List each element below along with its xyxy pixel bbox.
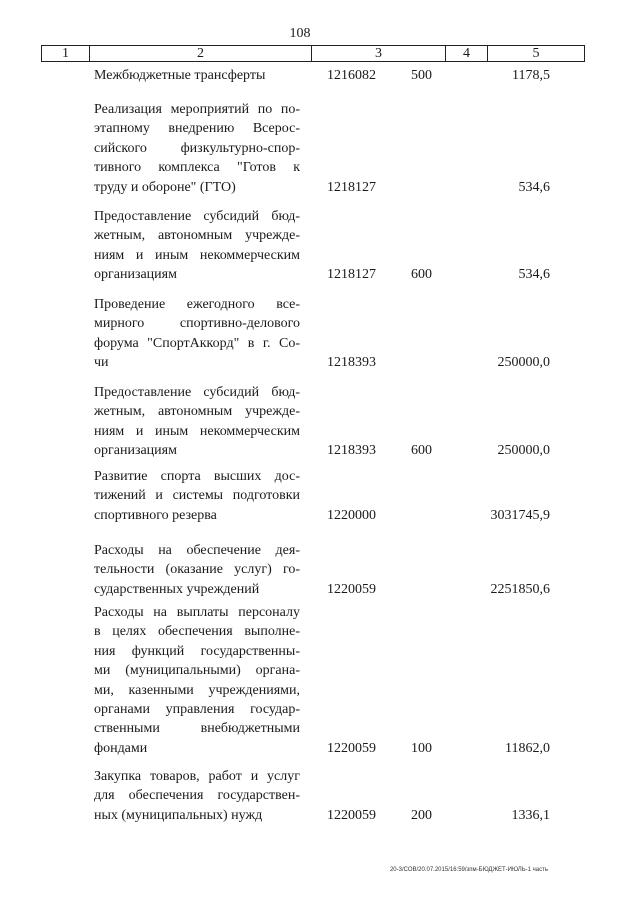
row-code: 1218127 bbox=[327, 179, 376, 195]
description-line: тижений и системы подготовки bbox=[94, 488, 300, 504]
row-amount: 250000,0 bbox=[497, 443, 550, 459]
description-line: органами управления государ- bbox=[94, 702, 300, 718]
description-line: Межбюджетные трансферты bbox=[94, 68, 266, 83]
description-line: сийского физкультурно-спор- bbox=[94, 140, 300, 156]
row-code: 1220000 bbox=[327, 507, 376, 523]
column-header-4: 4 bbox=[446, 46, 488, 61]
description-line: организациям bbox=[94, 267, 177, 283]
description-line: ния функций государственны- bbox=[94, 643, 300, 659]
description-line: ственными внебюджетными bbox=[94, 721, 300, 737]
description-line: мирного спортивно-делового bbox=[94, 316, 300, 332]
row-code: 1218393 bbox=[327, 355, 376, 371]
column-header-3: 3 bbox=[312, 46, 446, 61]
row-amount: 3031745,9 bbox=[490, 507, 550, 523]
description-line: ных (муниципальных) нужд bbox=[94, 807, 263, 823]
row-amount: 1336,1 bbox=[511, 807, 550, 823]
description-line: тивного комплекса "Готов к bbox=[94, 160, 300, 176]
description-line: Проведение ежегодного все- bbox=[94, 297, 300, 312]
row-amount: 11862,0 bbox=[505, 740, 550, 756]
row-expense-type: 600 bbox=[411, 267, 432, 283]
row-code: 1218127 bbox=[327, 267, 376, 283]
row-amount: 1178,5 bbox=[512, 68, 550, 83]
description-line: ми, казенными учреждениями, bbox=[94, 682, 300, 698]
row-amount: 250000,0 bbox=[497, 355, 550, 371]
description-line: Развитие спорта высших дос- bbox=[94, 469, 300, 484]
row-code: 1220059 bbox=[327, 740, 376, 756]
row-description bbox=[94, 541, 300, 599]
description-line: Реализация мероприятий по по- bbox=[94, 102, 300, 117]
row-description bbox=[94, 66, 300, 85]
row-amount: 2251850,6 bbox=[490, 581, 550, 597]
row-expense-type: 200 bbox=[411, 807, 432, 823]
row-code: 1220059 bbox=[327, 581, 376, 597]
column-header-1: 1 bbox=[42, 46, 90, 61]
footer-note: 20-3/СОВ/20.07.2015/16:59/зпм-БЮДЖЕТ-ИЮЛЬ-1 часть bbox=[389, 867, 548, 873]
description-line: форума "СпортАккорд" в г. Со- bbox=[94, 335, 300, 351]
description-line: в целях обеспечения выполне- bbox=[94, 624, 300, 640]
description-line: спортивного резерва bbox=[94, 507, 217, 523]
row-expense-type: 600 bbox=[411, 443, 432, 459]
description-line: Расходы на обеспечение дея- bbox=[94, 543, 300, 558]
row-code: 1218393 bbox=[327, 443, 376, 459]
row-expense-type: 100 bbox=[411, 740, 432, 756]
description-line: этапному внедрению Всерос- bbox=[94, 121, 300, 137]
column-header-2: 2 bbox=[90, 46, 312, 61]
description-line: Предоставление субсидий бюд- bbox=[94, 385, 300, 400]
description-line: Предоставление субсидий бюд- bbox=[94, 209, 300, 224]
row-description bbox=[94, 295, 300, 373]
description-line: ниям и иным некоммерческим bbox=[94, 247, 300, 263]
description-line: Расходы на выплаты персоналу bbox=[94, 605, 300, 620]
description-line: сударственных учреждений bbox=[94, 581, 260, 597]
row-description bbox=[94, 467, 300, 525]
column-header-5: 5 bbox=[532, 46, 540, 61]
row-description bbox=[94, 603, 300, 758]
row-expense-type: 500 bbox=[411, 68, 432, 83]
description-line: жетным, автономным учрежде- bbox=[94, 228, 300, 244]
description-line: Закупка товаров, работ и услуг bbox=[94, 769, 300, 784]
row-code: 1220059 bbox=[327, 807, 376, 823]
description-line: для обеспечения государствен- bbox=[94, 788, 300, 804]
description-line: ниям и иным некоммерческим bbox=[94, 423, 300, 439]
row-amount: 534,6 bbox=[518, 179, 550, 195]
row-description bbox=[94, 383, 300, 461]
description-line: чи bbox=[94, 355, 109, 371]
page-number: 108 bbox=[289, 26, 311, 41]
description-line: тельности (оказание услуг) го- bbox=[94, 562, 300, 578]
description-line: ми (муниципальными) органа- bbox=[94, 663, 300, 679]
row-code: 1216082 bbox=[327, 68, 376, 83]
description-line: труду и обороне" (ГТО) bbox=[94, 179, 236, 195]
row-amount: 534,6 bbox=[518, 267, 550, 283]
description-line: жетным, автономным учрежде- bbox=[94, 404, 300, 420]
row-description bbox=[94, 100, 300, 197]
description-line: организациям bbox=[94, 443, 177, 459]
description-line: фондами bbox=[94, 740, 148, 756]
row-description bbox=[94, 207, 300, 285]
column-header-row bbox=[41, 45, 585, 62]
row-description bbox=[94, 767, 300, 825]
